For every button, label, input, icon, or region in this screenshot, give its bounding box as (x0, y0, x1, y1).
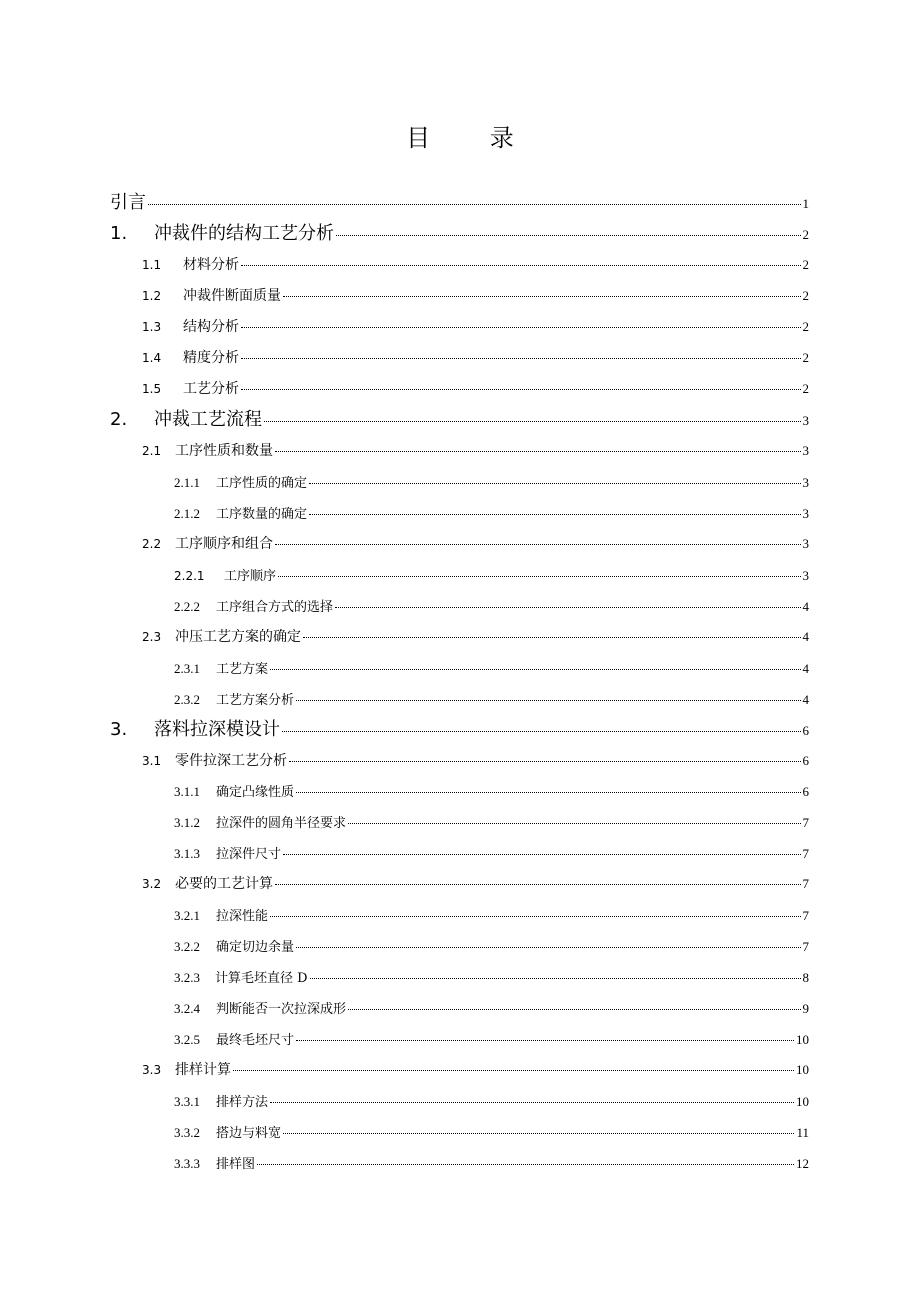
toc-entry-number: 3.2.1 (174, 908, 200, 923)
toc-entry-text: 必要的工艺计算 (175, 876, 273, 892)
toc-leader (283, 1133, 794, 1134)
toc-entry[interactable] (110, 188, 809, 214)
toc-entry[interactable] (174, 503, 809, 522)
toc-leader (241, 265, 801, 266)
toc-leader (336, 235, 801, 236)
toc-entry-text: 搭边与料宽 (216, 1126, 282, 1141)
toc-entry-number: 2.1 (142, 444, 162, 458)
toc-leader (309, 483, 800, 484)
toc-page-number: 2 (802, 319, 809, 334)
toc-page-number: 7 (802, 876, 809, 891)
toc-page-number: 3 (802, 536, 809, 551)
toc-leader (289, 761, 801, 762)
toc-entry-text: 判断能否一次拉深成形 (216, 1002, 347, 1017)
toc-page-number: 7 (802, 908, 809, 923)
toc-entry-number: 3.3.1 (174, 1094, 200, 1109)
toc-leader (241, 327, 801, 328)
toc-page-number: 10 (796, 1094, 809, 1109)
toc-entry[interactable] (174, 905, 809, 924)
toc-entry-text: 零件拉深工艺分析 (175, 753, 287, 769)
toc-page-number: 4 (802, 692, 809, 707)
toc-leader (275, 451, 801, 452)
toc-entry-number: 1.1 (142, 258, 162, 272)
toc-entry-text: 工序性质的确定 (216, 476, 308, 491)
toc-entry-text: 工序数量的确定 (216, 507, 308, 522)
toc-page-number: 2 (802, 381, 809, 396)
toc-entry-number: 3.2.2 (174, 939, 200, 954)
toc-entry-text: 确定凸缘性质 (216, 785, 295, 800)
toc-entry-text: 工序性质和数量 (175, 443, 273, 459)
toc-entry-text: 落料拉深模设计 (154, 719, 280, 740)
toc-entry-text: 冲裁工艺流程 (154, 409, 262, 430)
toc-entry-number: 2.3.1 (174, 661, 200, 676)
toc-entry-text: 工艺方案 (216, 662, 269, 677)
toc-entry-text: 工艺方案分析 (216, 693, 295, 708)
toc-page-number: 2 (802, 350, 809, 365)
toc-page-number: 3 (802, 443, 809, 458)
toc-entry[interactable] (142, 316, 809, 336)
toc-entry[interactable] (174, 812, 809, 831)
toc-entry[interactable] (174, 658, 809, 677)
toc-entry-text: 拉深件的圆角半径要求 (216, 816, 347, 831)
toc-leader (264, 421, 801, 422)
toc-entry-text: 计算毛坯直径 D (215, 971, 308, 986)
toc-leader (241, 389, 801, 390)
toc-entry-number: 1.5 (142, 382, 162, 396)
toc-entry-number: 2.1.1 (174, 475, 200, 490)
toc-page-number: 1 (802, 196, 809, 211)
toc-leader (270, 916, 800, 917)
toc-entry-number: 2.2.2 (174, 599, 200, 614)
toc-entry-number: 3.3 (142, 1063, 162, 1077)
toc-entry-number: 3.1.3 (174, 846, 200, 861)
toc-page-number: 4 (802, 661, 809, 676)
toc-entry[interactable] (142, 378, 809, 398)
toc-entry[interactable] (174, 689, 809, 708)
toc-leader (275, 884, 801, 885)
toc-entry-text: 工序顺序 (224, 569, 277, 584)
toc-entry-text: 拉深性能 (216, 909, 269, 924)
toc-entry[interactable] (142, 626, 809, 646)
toc-leader (296, 947, 800, 948)
toc-page-number: 6 (802, 753, 809, 768)
toc-entry-text: 工序顺序和组合 (175, 536, 273, 552)
toc-leader (270, 669, 800, 670)
toc-entry[interactable] (174, 472, 809, 491)
toc-entry-number: 3. (110, 719, 128, 740)
toc-leader (303, 637, 801, 638)
toc-page-number: 3 (802, 413, 809, 428)
toc-entry-number: 2. (110, 409, 128, 430)
toc-entry-text: 确定切边余量 (216, 940, 295, 955)
toc-entry-text: 冲裁件断面质量 (183, 288, 281, 304)
toc-entry-text: 工序组合方式的选择 (216, 600, 334, 615)
toc-leader (296, 792, 800, 793)
toc-entry[interactable] (142, 285, 809, 305)
toc-entry[interactable] (174, 596, 809, 615)
toc-page-number: 7 (802, 846, 809, 861)
toc-entry[interactable] (174, 998, 809, 1017)
toc-leader (275, 544, 801, 545)
toc-leader (283, 854, 800, 855)
toc-entry-text: 冲压工艺方案的确定 (175, 629, 301, 645)
toc-page-number: 4 (802, 629, 809, 644)
toc-page-number: 6 (802, 723, 809, 738)
toc-entry-number: 3.2.4 (174, 1001, 200, 1016)
toc-leader (309, 514, 800, 515)
toc-page-number: 3 (802, 568, 809, 583)
toc-entry-number: 2.1.2 (174, 506, 200, 521)
toc-entry[interactable] (174, 565, 809, 584)
toc-page-number: 2 (802, 257, 809, 272)
toc-entry-number: 3.3.3 (174, 1156, 200, 1171)
toc-entry-number: 3.2 (142, 877, 162, 891)
toc-entry-number: 1.2 (142, 289, 162, 303)
toc-page-number: 8 (802, 970, 809, 985)
toc-page-number: 7 (802, 939, 809, 954)
toc-entry[interactable] (142, 254, 809, 274)
toc-entry[interactable] (142, 440, 809, 460)
toc-page-number: 10 (796, 1062, 809, 1077)
toc-page-number: 2 (802, 288, 809, 303)
toc-entry-text: 拉深件尺寸 (216, 847, 282, 862)
toc-page-number: 7 (802, 815, 809, 830)
toc-entry-text: 引言 (110, 192, 146, 213)
toc-entry[interactable] (174, 1091, 809, 1110)
toc-entry-text: 结构分析 (183, 319, 239, 335)
toc-entry-text: 排样方法 (216, 1095, 269, 1110)
toc-entry[interactable] (142, 750, 809, 770)
toc-entry[interactable] (174, 967, 809, 986)
toc-entry-text: 最终毛坯尺寸 (216, 1033, 295, 1048)
toc-entry[interactable] (110, 715, 809, 741)
toc-entry-text: 材料分析 (183, 257, 239, 273)
toc-entry-number: 3.1.2 (174, 815, 200, 830)
toc-page-number: 12 (796, 1156, 809, 1171)
toc-page-number: 11 (796, 1125, 809, 1140)
toc-entry[interactable] (174, 843, 809, 862)
toc-entry[interactable] (110, 405, 809, 431)
toc-entry[interactable] (110, 219, 809, 245)
toc-entry-text: 工艺分析 (183, 381, 239, 397)
toc-leader (270, 1102, 794, 1103)
toc-leader (310, 978, 801, 979)
toc-entry[interactable] (174, 1153, 809, 1172)
toc-leader (257, 1164, 794, 1165)
toc-entry-number: 1.4 (142, 351, 162, 365)
toc-page-number: 4 (802, 599, 809, 614)
toc-leader (283, 296, 801, 297)
toc-title: 目 录 (406, 124, 540, 152)
toc-page-number: 6 (802, 784, 809, 799)
toc-entry[interactable] (174, 1029, 809, 1048)
toc-entry-number: 3.1 (142, 754, 162, 768)
toc-leader (296, 700, 800, 701)
toc-leader (348, 823, 800, 824)
toc-entry-number: 3.3.2 (174, 1125, 200, 1140)
toc-leader (282, 731, 801, 732)
toc-page-number: 3 (802, 506, 809, 521)
toc-entry-text: 排样计算 (175, 1062, 231, 1078)
toc-leader (148, 204, 801, 205)
toc-entry[interactable] (142, 347, 809, 367)
toc-page-number: 2 (802, 227, 809, 242)
toc-leader (278, 576, 800, 577)
toc-entry-number: 3.2.3 (174, 970, 200, 985)
toc-leader (335, 607, 800, 608)
toc-entry[interactable] (142, 533, 809, 553)
toc-entry-number: 1. (110, 223, 128, 244)
toc-page-number: 10 (796, 1032, 809, 1047)
toc-entry-number: 3.1.1 (174, 784, 200, 799)
toc-entry[interactable] (174, 1122, 809, 1141)
toc-page-number: 3 (802, 475, 809, 490)
toc-entry-text: 冲裁件的结构工艺分析 (154, 223, 334, 244)
toc-entry[interactable] (174, 781, 809, 800)
toc-leader (233, 1070, 794, 1071)
toc-page-number: 9 (802, 1001, 809, 1016)
toc-entry-number: 3.2.5 (174, 1032, 200, 1047)
toc-entry[interactable] (174, 936, 809, 955)
toc-entry-text: 精度分析 (183, 350, 239, 366)
toc-entry[interactable] (142, 873, 809, 893)
toc-entry-number: 1.3 (142, 320, 162, 334)
toc-leader (241, 358, 801, 359)
toc-entry-number: 2.3 (142, 630, 162, 644)
toc-entry-number: 2.2 (142, 537, 162, 551)
toc-entry[interactable] (142, 1059, 809, 1079)
toc-leader (348, 1009, 800, 1010)
toc-leader (296, 1040, 794, 1041)
toc-entry-text: 排样图 (216, 1157, 256, 1172)
toc-entry-number: 2.3.2 (174, 692, 200, 707)
toc-entry-number: 2.2.1 (174, 569, 205, 583)
